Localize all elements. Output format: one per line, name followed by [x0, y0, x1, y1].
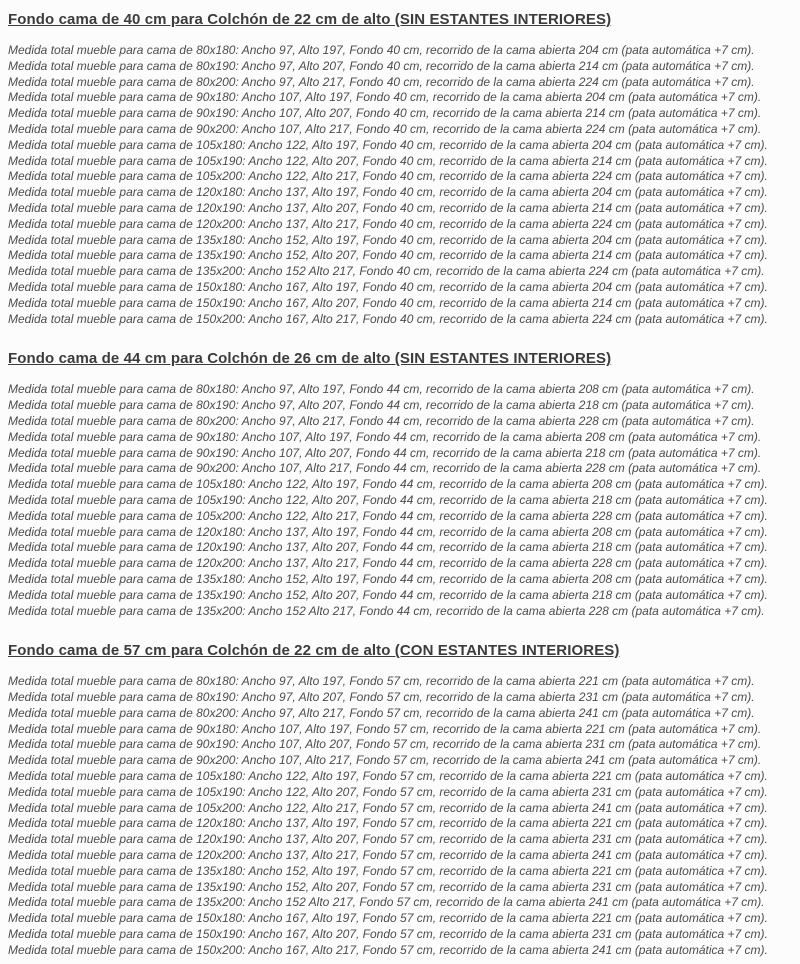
measurement-line: Medida total mueble para cama de 120x190: Ancho 137, Alto 207, Fondo 40 cm, recorrido de la cama abierta 214 cm (pata automática +7 cm). — [8, 200, 768, 215]
measurement-line: Medida total mueble para cama de 120x200: Ancho 137, Alto 217, Fondo 44 cm, recorrido de la cama abierta 228 cm (pata automática +7 cm). — [8, 556, 768, 571]
measurement-line: Medida total mueble para cama de 80x180: Ancho 97, Alto 197, Fondo 57 cm, recorrido de la cama abierta 221 cm (pata automática +7 cm). — [8, 674, 755, 689]
section-fondo-44 — [8, 349, 792, 619]
measurement-line: Medida total mueble para cama de 105x200: Ancho 122, Alto 217, Fondo 40 cm, recorrido de la cama abierta 224 cm (pata automática +7 cm). — [8, 169, 768, 184]
measurement-list — [8, 674, 792, 958]
measurement-line: Medida total mueble para cama de 135x200: Ancho 152 Alto 217, Fondo 40 cm, recorrido de la cama abierta 224 cm (pata automática +7 cm). — [8, 264, 765, 279]
measurement-line: Medida total mueble para cama de 90x190: Ancho 107, Alto 207, Fondo 40 cm, recorrido de la cama abierta 214 cm (pata automática +7 cm). — [8, 106, 762, 121]
measurement-line: Medida total mueble para cama de 105x200: Ancho 122, Alto 217, Fondo 44 cm, recorrido de la cama abierta 228 cm (pata automática +7 cm). — [8, 508, 768, 523]
measurement-line: Medida total mueble para cama de 135x180: Ancho 152, Alto 197, Fondo 57 cm, recorrido de la cama abierta 221 cm (pata automática +7 cm). — [8, 863, 768, 878]
measurement-line: Medida total mueble para cama de 80x200: Ancho 97, Alto 217, Fondo 40 cm, recorrido de la cama abierta 224 cm (pata automática +7 cm). — [8, 74, 755, 89]
measurement-line: Medida total mueble para cama de 120x190: Ancho 137, Alto 207, Fondo 44 cm, recorrido de la cama abierta 218 cm (pata automática +7 cm). — [8, 540, 768, 555]
section-heading: Fondo cama de 57 cm para Colchón de 22 cm de alto (CON ESTANTES INTERIORES) — [8, 642, 620, 660]
measurement-line: Medida total mueble para cama de 80x190: Ancho 97, Alto 207, Fondo 40 cm, recorrido de la cama abierta 214 cm (pata automática +7 cm). — [8, 58, 755, 73]
measurement-line: Medida total mueble para cama de 90x180: Ancho 107, Alto 197, Fondo 40 cm, recorrido de la cama abierta 204 cm (pata automática +7 cm). — [8, 90, 762, 105]
measurement-line: Medida total mueble para cama de 135x200: Ancho 152 Alto 217, Fondo 57 cm, recorrido de la cama abierta 241 cm (pata automática +7 cm). — [8, 895, 765, 910]
section-fondo-57 — [8, 641, 792, 958]
measurement-line: Medida total mueble para cama de 90x200: Ancho 107, Alto 217, Fondo 57 cm, recorrido de la cama abierta 241 cm (pata automática +7 cm). — [8, 753, 762, 768]
measurement-line: Medida total mueble para cama de 135x180: Ancho 152, Alto 197, Fondo 44 cm, recorrido de la cama abierta 208 cm (pata automática +7 cm). — [8, 571, 768, 586]
measurement-line: Medida total mueble para cama de 120x180: Ancho 137, Alto 197, Fondo 40 cm, recorrido de la cama abierta 204 cm (pata automática +7 cm). — [8, 185, 768, 200]
measurement-line: Medida total mueble para cama de 105x180: Ancho 122, Alto 197, Fondo 57 cm, recorrido de la cama abierta 221 cm (pata automática +7 cm). — [8, 769, 768, 784]
measurement-line: Medida total mueble para cama de 150x200: Ancho 167, Alto 217, Fondo 57 cm, recorrido de la cama abierta 241 cm (pata automática +7 cm). — [8, 942, 768, 957]
section-fondo-40 — [8, 10, 792, 327]
measurement-line: Medida total mueble para cama de 135x180: Ancho 152, Alto 197, Fondo 40 cm, recorrido de la cama abierta 204 cm (pata automática +7 cm). — [8, 232, 768, 247]
measurement-line: Medida total mueble para cama de 105x180: Ancho 122, Alto 197, Fondo 44 cm, recorrido de la cama abierta 208 cm (pata automática +7 cm). — [8, 477, 768, 492]
measurement-line: Medida total mueble para cama de 120x190: Ancho 137, Alto 207, Fondo 57 cm, recorrido de la cama abierta 231 cm (pata automática +7 cm). — [8, 832, 768, 847]
measurement-line: Medida total mueble para cama de 105x180: Ancho 122, Alto 197, Fondo 40 cm, recorrido de la cama abierta 204 cm (pata automática +7 cm). — [8, 137, 768, 152]
measurement-line: Medida total mueble para cama de 150x190: Ancho 167, Alto 207, Fondo 40 cm, recorrido de la cama abierta 214 cm (pata automática +7 cm). — [8, 295, 768, 310]
measurement-line: Medida total mueble para cama de 135x190: Ancho 152, Alto 207, Fondo 57 cm, recorrido de la cama abierta 231 cm (pata automática +7 cm). — [8, 879, 768, 894]
measurement-line: Medida total mueble para cama de 80x200: Ancho 97, Alto 217, Fondo 44 cm, recorrido de la cama abierta 228 cm (pata automática +7 cm). — [8, 413, 755, 428]
measurement-line: Medida total mueble para cama de 90x200: Ancho 107, Alto 217, Fondo 44 cm, recorrido de la cama abierta 228 cm (pata automática +7 cm). — [8, 461, 762, 476]
measurement-line: Medida total mueble para cama de 150x180: Ancho 167, Alto 197, Fondo 40 cm, recorrido de la cama abierta 204 cm (pata automática +7 cm). — [8, 279, 768, 294]
measurement-line: Medida total mueble para cama de 90x180: Ancho 107, Alto 197, Fondo 57 cm, recorrido de la cama abierta 221 cm (pata automática +7 cm). — [8, 721, 762, 736]
measurement-list — [8, 43, 792, 327]
measurement-list — [8, 382, 792, 619]
measurement-line: Medida total mueble para cama de 120x180: Ancho 137, Alto 197, Fondo 44 cm, recorrido de la cama abierta 208 cm (pata automática +7 cm). — [8, 524, 768, 539]
measurement-line: Medida total mueble para cama de 135x190: Ancho 152, Alto 207, Fondo 40 cm, recorrido de la cama abierta 214 cm (pata automática +7 cm). — [8, 248, 768, 263]
section-heading: Fondo cama de 40 cm para Colchón de 22 cm de alto (SIN ESTANTES INTERIORES) — [8, 11, 612, 28]
measurement-line: Medida total mueble para cama de 150x180: Ancho 167, Alto 197, Fondo 57 cm, recorrido de la cama abierta 221 cm (pata automática +7 cm). — [8, 911, 768, 926]
measurement-line: Medida total mueble para cama de 120x180: Ancho 137, Alto 197, Fondo 57 cm, recorrido de la cama abierta 221 cm (pata automática +7 cm). — [8, 816, 768, 831]
measurement-line: Medida total mueble para cama de 80x180: Ancho 97, Alto 197, Fondo 40 cm, recorrido de la cama abierta 204 cm (pata automática +7 cm). — [8, 43, 755, 57]
measurement-line: Medida total mueble para cama de 90x200: Ancho 107, Alto 217, Fondo 40 cm, recorrido de la cama abierta 224 cm (pata automática +7 cm). — [8, 121, 762, 136]
measurement-line: Medida total mueble para cama de 105x200: Ancho 122, Alto 217, Fondo 57 cm, recorrido de la cama abierta 241 cm (pata automática +7 cm). — [8, 800, 768, 815]
measurement-line: Medida total mueble para cama de 120x200: Ancho 137, Alto 217, Fondo 40 cm, recorrido de la cama abierta 224 cm (pata automática +7 cm). — [8, 216, 768, 231]
measurement-line: Medida total mueble para cama de 90x190: Ancho 107, Alto 207, Fondo 44 cm, recorrido de la cama abierta 218 cm (pata automática +7 cm). — [8, 445, 762, 460]
measurement-line: Medida total mueble para cama de 150x190: Ancho 167, Alto 207, Fondo 57 cm, recorrido de la cama abierta 231 cm (pata automática +7 cm). — [8, 927, 768, 942]
measurement-line: Medida total mueble para cama de 120x200: Ancho 137, Alto 217, Fondo 57 cm, recorrido de la cama abierta 241 cm (pata automática +7 cm). — [8, 848, 768, 863]
measurement-line: Medida total mueble para cama de 80x180: Ancho 97, Alto 197, Fondo 44 cm, recorrido de la cama abierta 208 cm (pata automática +7 cm). — [8, 382, 755, 397]
measurement-line: Medida total mueble para cama de 80x200: Ancho 97, Alto 217, Fondo 57 cm, recorrido de la cama abierta 241 cm (pata automática +7 cm). — [8, 705, 755, 720]
measurement-line: Medida total mueble para cama de 135x200: Ancho 152 Alto 217, Fondo 44 cm, recorrido de la cama abierta 228 cm (pata automática +7 cm). — [8, 603, 765, 618]
measurement-line: Medida total mueble para cama de 90x190: Ancho 107, Alto 207, Fondo 57 cm, recorrido de la cama abierta 231 cm (pata automática +7 cm). — [8, 737, 762, 752]
measurement-line: Medida total mueble para cama de 80x190: Ancho 97, Alto 207, Fondo 44 cm, recorrido de la cama abierta 218 cm (pata automática +7 cm). — [8, 398, 755, 413]
measurement-line: Medida total mueble para cama de 105x190: Ancho 122, Alto 207, Fondo 40 cm, recorrido de la cama abierta 214 cm (pata automática +7 cm). — [8, 153, 768, 168]
section-heading: Fondo cama de 44 cm para Colchón de 26 cm de alto (SIN ESTANTES INTERIORES) — [8, 350, 612, 368]
measurement-line: Medida total mueble para cama de 135x190: Ancho 152, Alto 207, Fondo 44 cm, recorrido de la cama abierta 218 cm (pata automática +7 cm). — [8, 587, 768, 602]
measurement-line: Medida total mueble para cama de 150x200: Ancho 167, Alto 217, Fondo 40 cm, recorrido de la cama abierta 224 cm (pata automática +7 cm). — [8, 311, 768, 326]
measurement-line: Medida total mueble para cama de 105x190: Ancho 122, Alto 207, Fondo 44 cm, recorrido de la cama abierta 218 cm (pata automática +7 cm). — [8, 492, 768, 507]
measurement-line: Medida total mueble para cama de 80x190: Ancho 97, Alto 207, Fondo 57 cm, recorrido de la cama abierta 231 cm (pata automática +7 cm). — [8, 690, 755, 705]
measurement-line: Medida total mueble para cama de 90x180: Ancho 107, Alto 197, Fondo 44 cm, recorrido de la cama abierta 208 cm (pata automática +7 cm). — [8, 429, 762, 444]
measurement-line: Medida total mueble para cama de 105x190: Ancho 122, Alto 207, Fondo 57 cm, recorrido de la cama abierta 231 cm (pata automática +7 cm). — [8, 784, 768, 799]
